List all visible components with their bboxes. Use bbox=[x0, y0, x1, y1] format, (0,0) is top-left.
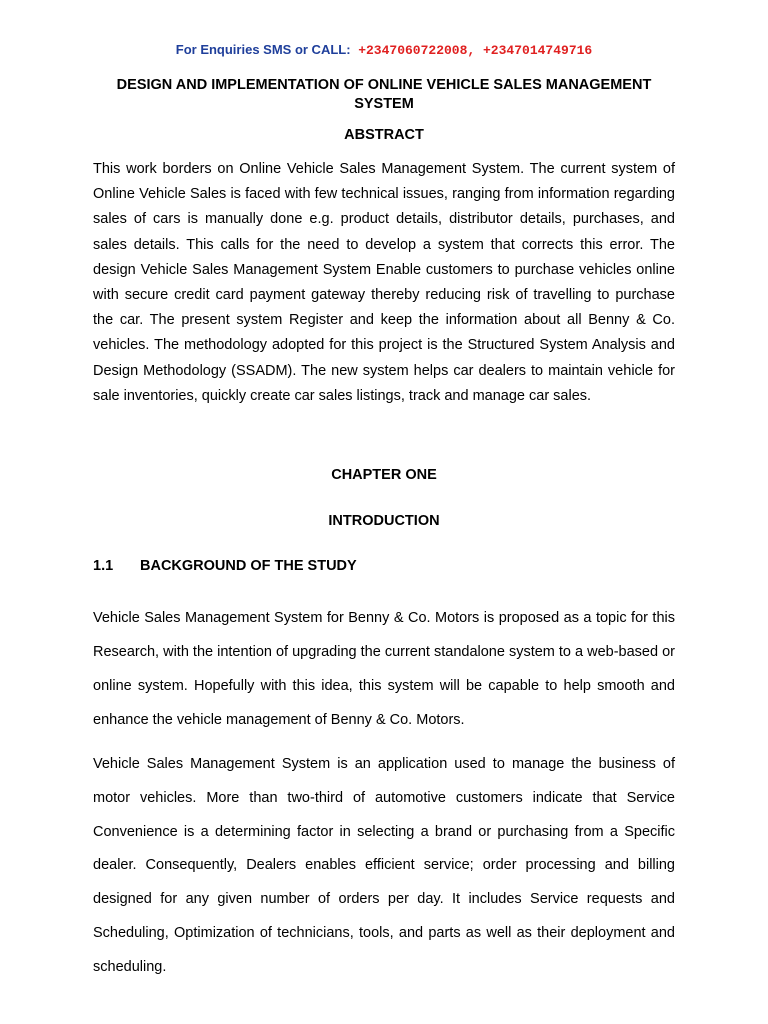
body-paragraph: Vehicle Sales Management System is an application used to manage the business of motor vehicles. More than two-third of automotive customers indicate that Service Convenience is a determining factor in selecting a brand or purchasing from a Specific dealer. Consequently, Dealers enables efficient service; order processing and billing designed for any given number of orders per day. It includes Service requests and Scheduling, Optimization of technicians, tools, and parts as well as their deployment and scheduling. bbox=[93, 756, 675, 975]
section-title: BACKGROUND OF THE STUDY bbox=[140, 558, 357, 574]
introduction-heading: INTRODUCTION bbox=[328, 513, 440, 529]
body-paragraph: Vehicle Sales Management System for Benny & Co. Motors is proposed as a topic for this Research, with the intention of upgrading the current standalone system to a web-based or online system. Hopefully with this idea, this system will be capable to help smooth and enhance the vehicle management of Benny & Co. Motors. bbox=[93, 610, 675, 728]
enquiry-header bbox=[0, 42, 768, 58]
section-heading bbox=[93, 558, 357, 574]
chapter-heading: CHAPTER ONE bbox=[331, 467, 437, 483]
abstract-heading: ABSTRACT bbox=[344, 127, 424, 143]
phone-numbers: +2347060722008, +2347014749716 bbox=[358, 43, 593, 58]
abstract-paragraph: This work borders on Online Vehicle Sales Management System. The current system of Online Vehicle Sales is faced with few technical issues, ranging from information regarding sales of cars is manually done e.g. product details, distributor details, purchases, and sales details. This calls for the need to develop a system that corrects this error. The design Vehicle Sales Management System Enable customers to purchase vehicles online with secure credit card payment gateway thereby reducing risk of travelling to purchase the car. The present system Register and keep the information about all Benny & Co. vehicles. The methodology adopted for this project is the Structured System Analysis and Design Methodology (SSADM). The new system helps car dealers to maintain vehicle for sale inventories, quickly create car sales listings, track and manage car sales. bbox=[93, 161, 675, 404]
section-number: 1.1 bbox=[93, 558, 114, 574]
document-title: DESIGN AND IMPLEMENTATION OF ONLINE VEHICLE SALES MANAGEMENT SYSTEM bbox=[116, 77, 652, 112]
enquiry-label: For Enquiries SMS or CALL: bbox=[175, 42, 351, 57]
